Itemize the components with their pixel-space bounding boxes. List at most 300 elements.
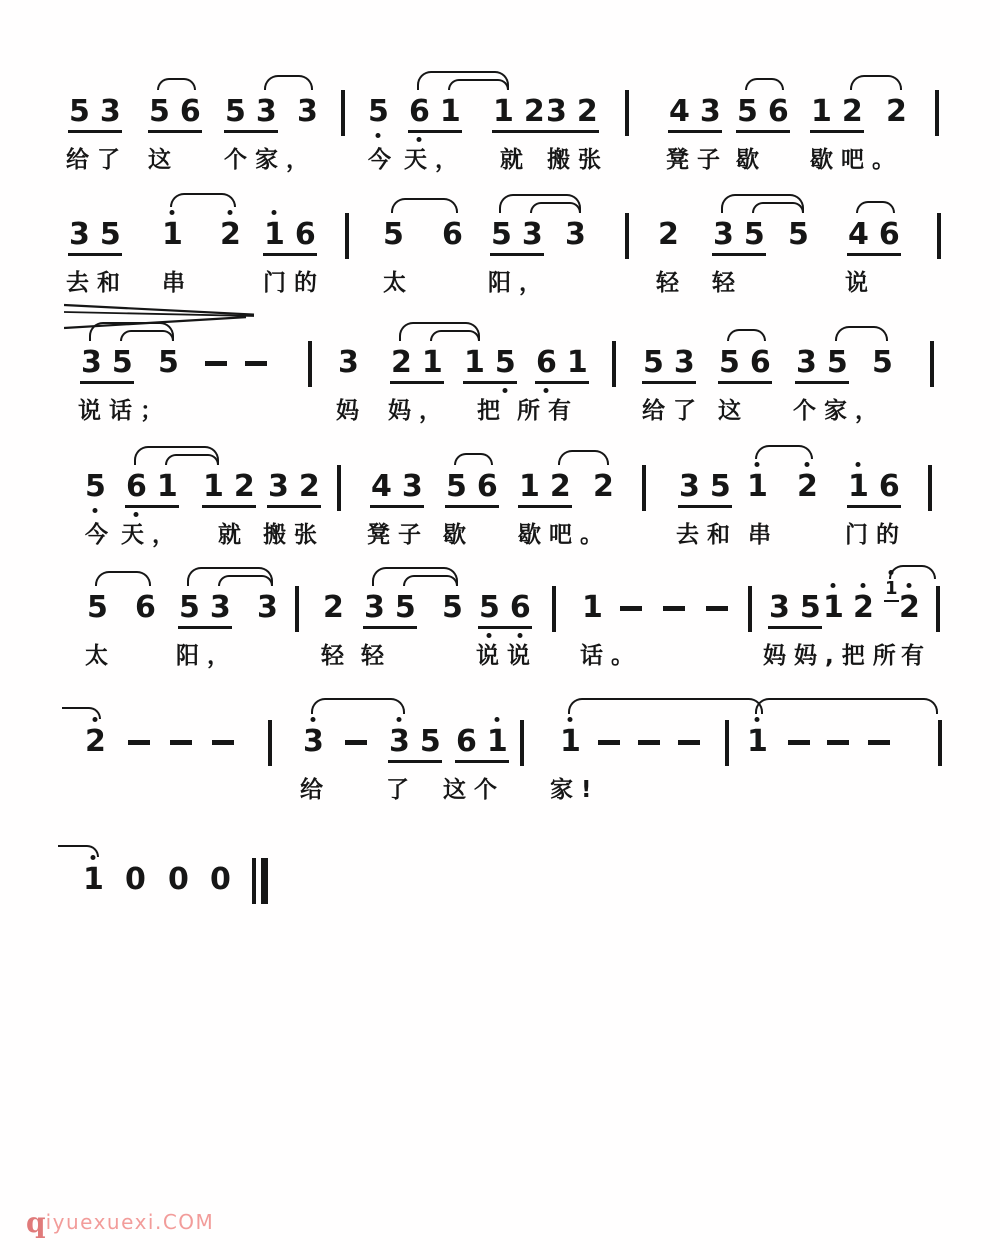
- note-digit: 5: [158, 345, 179, 380]
- note-digit: 1: [203, 469, 224, 504]
- note-group: [847, 217, 901, 256]
- octave-dot: [831, 583, 836, 588]
- note-digit: 5: [69, 94, 90, 129]
- note: [582, 590, 603, 625]
- note-digit: 6: [409, 97, 430, 127]
- lyric-syllable: 个家，: [224, 147, 317, 173]
- note-digit: 5: [383, 217, 404, 252]
- note-digit: 2: [220, 220, 241, 250]
- note-digit: 4: [669, 94, 690, 129]
- note-group: [125, 469, 179, 508]
- note-digit: 3: [303, 727, 324, 757]
- watermark: [26, 1206, 214, 1239]
- note: [899, 590, 920, 625]
- note-digit: 1: [519, 469, 540, 504]
- note-digit: 2: [523, 94, 545, 129]
- slur-arc: [95, 571, 151, 586]
- octave-dot: [755, 717, 760, 722]
- lyric-syllable: 给: [300, 777, 331, 803]
- note: [565, 217, 586, 252]
- note-group: [736, 94, 790, 133]
- note-digit: 3: [521, 217, 543, 252]
- note-group: [68, 94, 122, 133]
- note-digit: 6: [294, 217, 316, 252]
- note: [87, 590, 108, 625]
- note-digit: 2: [298, 469, 320, 504]
- octave-dot: [170, 210, 175, 215]
- note-digit: 3: [699, 94, 721, 129]
- lyric-syllable: 歇: [443, 522, 474, 548]
- slur-arc: [448, 79, 509, 90]
- note-digit: 6: [126, 472, 147, 502]
- note-digit: 3: [268, 469, 289, 504]
- note-group: [363, 590, 417, 629]
- note-group: [718, 345, 772, 384]
- slur-arc: [568, 698, 763, 714]
- note-digit: 6: [749, 345, 771, 380]
- note-digit: 1: [264, 220, 285, 250]
- slur-arc: [264, 75, 313, 90]
- note: [872, 345, 893, 380]
- note-digit: 5: [788, 217, 809, 252]
- lyric-syllable: 今: [85, 522, 116, 548]
- note-digit: 2: [549, 469, 571, 504]
- octave-dot: [805, 462, 810, 467]
- grace-note: [884, 580, 899, 602]
- note-digit: 3: [679, 469, 700, 504]
- note: [303, 724, 324, 759]
- lyric-syllable: 说话；: [78, 398, 171, 424]
- lyric-syllable: 天，: [121, 522, 183, 548]
- note-group: [668, 94, 722, 133]
- final-barline-thick: [261, 858, 268, 904]
- octave-dot: [907, 583, 912, 588]
- note-digit: 0: [168, 862, 189, 897]
- barline: [552, 586, 556, 632]
- slur-arc: [170, 193, 236, 207]
- lyric-syllable: 歇吧。: [518, 522, 611, 548]
- lyric-syllable: 门的: [263, 270, 325, 296]
- note-digit: 5: [394, 590, 416, 625]
- note-digit: 6: [476, 469, 498, 504]
- lyric-syllable: 妈妈,把所: [763, 643, 904, 669]
- note-group: [847, 469, 901, 508]
- lyric-syllable: 家!: [550, 777, 600, 803]
- lyric-syllable: 今: [368, 147, 399, 173]
- lyric-syllable: 串: [162, 270, 193, 296]
- duration-dash: [788, 740, 810, 745]
- lyric-syllable: 有: [901, 643, 932, 669]
- note-digit: 3: [255, 94, 277, 129]
- note-digit: 4: [848, 217, 869, 252]
- note-digit: 1: [439, 94, 461, 129]
- note-digit: 1: [162, 220, 183, 250]
- note-group: [678, 469, 732, 508]
- note-group: [68, 217, 122, 256]
- slur-arc: [755, 445, 813, 459]
- duration-dash: [868, 740, 890, 745]
- octave-dot: [311, 717, 316, 722]
- note: [257, 590, 278, 625]
- note-digit: 2: [323, 590, 344, 625]
- note-digit: 1: [747, 472, 768, 502]
- lyric-syllable: 所有: [517, 398, 579, 424]
- slur-arc: [391, 198, 458, 213]
- slur-arc: [157, 78, 196, 90]
- note-group: [388, 724, 442, 763]
- barline: [295, 586, 299, 632]
- tie-out-arc: [755, 698, 938, 714]
- duration-dash: [620, 606, 642, 611]
- note-digit: 3: [209, 590, 231, 625]
- note-digit: 3: [99, 94, 121, 129]
- note: [560, 724, 581, 759]
- note: [747, 469, 768, 504]
- lyric-syllable: 个家，: [793, 398, 886, 424]
- lyric-syllable: 这: [148, 147, 179, 173]
- lyric-syllable: 说说: [476, 643, 538, 669]
- lyric-syllable: 阳，: [488, 270, 550, 296]
- lyric-syllable: 阳，: [176, 643, 238, 669]
- note-digit: 3: [69, 217, 90, 252]
- note-group: [463, 345, 517, 384]
- note-digit: 3: [364, 590, 385, 625]
- note: [442, 590, 463, 625]
- note-group: [148, 94, 202, 133]
- barline: [930, 341, 934, 387]
- barline: [625, 90, 629, 136]
- note: [85, 724, 106, 759]
- note-group: [712, 217, 766, 256]
- note: [442, 217, 463, 252]
- lyric-syllable: 歇: [736, 147, 767, 173]
- slur-arc: [218, 575, 273, 586]
- note-digit: 6: [179, 94, 201, 129]
- lyric-syllable: 太: [85, 643, 116, 669]
- lyric-syllable: 说: [845, 270, 876, 296]
- note: [788, 217, 809, 252]
- note-digit: 5: [368, 97, 389, 127]
- octave-dot: [272, 210, 277, 215]
- note: [593, 469, 614, 504]
- duration-dash: [638, 740, 660, 745]
- duration-dash: [170, 740, 192, 745]
- note: [797, 469, 818, 504]
- note-group: [267, 469, 321, 508]
- barline: [936, 586, 940, 632]
- note-digit: 6: [878, 217, 900, 252]
- duration-dash: [205, 361, 227, 366]
- lyric-syllable: 去和: [676, 522, 738, 548]
- note-group: [370, 469, 424, 508]
- lyric-syllable: 凳子: [666, 147, 728, 173]
- note-digit: 6: [767, 94, 789, 129]
- note: [158, 345, 179, 380]
- duration-dash: [598, 740, 620, 745]
- slur-arc: [850, 75, 902, 90]
- note-group: [545, 94, 599, 133]
- note-group: [795, 345, 849, 384]
- lyric-syllable: 妈: [336, 398, 367, 424]
- note-digit: 5: [479, 593, 500, 623]
- note-digit: 5: [719, 345, 740, 380]
- note-group: [768, 590, 822, 629]
- note-digit: 2: [841, 94, 863, 129]
- note-digit: 1: [885, 580, 898, 598]
- note-digit: 5: [99, 217, 121, 252]
- note: [83, 862, 104, 897]
- note-digit: 3: [673, 345, 695, 380]
- duration-dash: [245, 361, 267, 366]
- note-digit: 5: [225, 94, 246, 129]
- note-group: [810, 94, 864, 133]
- lyric-syllable: 太: [383, 270, 414, 296]
- octave-dot: [861, 583, 866, 588]
- note: [162, 217, 183, 252]
- note-digit: 3: [565, 217, 586, 252]
- duration-dash: [663, 606, 685, 611]
- note-group: [80, 345, 134, 384]
- note-digit: 1: [566, 345, 588, 380]
- lyric-syllable: 轻: [321, 643, 352, 669]
- note-digit: 6: [135, 590, 156, 625]
- barline: [337, 465, 341, 511]
- note-digit: 5: [872, 345, 893, 380]
- duration-dash: [706, 606, 728, 611]
- note-digit: 1: [848, 472, 869, 502]
- final-barline-thin: [252, 858, 256, 904]
- barline: [612, 341, 616, 387]
- note-digit: 1: [582, 590, 603, 625]
- slur-arc: [530, 202, 581, 213]
- note-digit: 5: [149, 94, 170, 129]
- slur-arc: [745, 78, 784, 90]
- lyric-syllable: 天，: [404, 147, 466, 173]
- note-digit: 3: [546, 94, 567, 129]
- note-digit: 3: [401, 469, 423, 504]
- lyric-syllable: 给了: [66, 147, 128, 173]
- note-digit: 1: [811, 94, 832, 129]
- barline: [520, 720, 524, 766]
- note-digit: 6: [442, 217, 463, 252]
- note-digit: 3: [257, 590, 278, 625]
- lyric-syllable: 搬张: [547, 147, 609, 173]
- note-digit: 1: [747, 727, 768, 757]
- note: [297, 94, 318, 129]
- barline: [935, 90, 939, 136]
- lyric-syllable: 就: [218, 522, 249, 548]
- barline: [341, 90, 345, 136]
- note-digit: 5: [446, 469, 467, 504]
- note-digit: 2: [233, 469, 255, 504]
- note-digit: 5: [179, 590, 200, 625]
- octave-dot: [93, 508, 98, 513]
- note: [210, 862, 231, 897]
- note-digit: 3: [796, 345, 817, 380]
- slur-arc: [454, 453, 493, 465]
- slur-arc: [311, 698, 405, 714]
- note-digit: 3: [338, 345, 359, 380]
- note-digit: 2: [797, 472, 818, 502]
- note-digit: 1: [421, 345, 443, 380]
- lyric-syllable: 门的: [845, 522, 907, 548]
- lyric-syllable: 轻: [361, 643, 392, 669]
- note-digit: 0: [125, 862, 146, 897]
- note-group: [478, 590, 532, 629]
- note-group: [408, 94, 462, 133]
- note-digit: 4: [371, 469, 392, 504]
- note-digit: 6: [456, 724, 477, 759]
- note-group: [642, 345, 696, 384]
- lyric-syllable: 凳子: [367, 522, 429, 548]
- note-digit: 2: [899, 593, 920, 623]
- tie-out-arc: [889, 565, 936, 579]
- slur-arc: [752, 202, 804, 213]
- note-digit: 5: [743, 217, 765, 252]
- note: [368, 94, 389, 129]
- duration-dash: [678, 740, 700, 745]
- note-digit: 5: [442, 590, 463, 625]
- note-group: [455, 724, 509, 763]
- note-group: [390, 345, 444, 384]
- note: [747, 724, 768, 759]
- lyric-syllable: 轻: [656, 270, 687, 296]
- lyric-syllable: 给了: [642, 398, 704, 424]
- note-group: [202, 469, 256, 508]
- tie-in-arc: [58, 845, 99, 857]
- note-group: [445, 469, 499, 508]
- duration-dash: [128, 740, 150, 745]
- note-digit: 5: [643, 345, 664, 380]
- note-digit: 2: [886, 94, 907, 129]
- note-digit: 5: [85, 472, 106, 502]
- note-digit: 6: [878, 469, 900, 504]
- note: [85, 469, 106, 504]
- note-group: [492, 94, 546, 133]
- note-digit: 2: [391, 345, 412, 380]
- slur-arc: [403, 575, 458, 586]
- lyric-syllable: 妈，: [388, 398, 450, 424]
- barline: [748, 586, 752, 632]
- barline: [938, 720, 942, 766]
- note: [135, 590, 156, 625]
- lyric-syllable: 话。: [580, 643, 642, 669]
- note: [886, 94, 907, 129]
- note-digit: 5: [709, 469, 731, 504]
- final-barline: [252, 858, 268, 904]
- barline: [937, 213, 941, 259]
- note: [125, 862, 146, 897]
- octave-dot: [376, 133, 381, 138]
- lyric-syllable: 这个: [443, 777, 505, 803]
- octave-dot: [495, 717, 500, 722]
- lyric-syllable: 就: [500, 147, 531, 173]
- note-digit: 5: [419, 724, 441, 759]
- octave-dot: [397, 717, 402, 722]
- octave-dot: [228, 210, 233, 215]
- slur-arc: [835, 326, 888, 341]
- lyric-syllable: 了: [386, 777, 417, 803]
- barline: [928, 465, 932, 511]
- lyric-syllable: 去和: [66, 270, 128, 296]
- note-group: [178, 590, 232, 629]
- note-group: [490, 217, 544, 256]
- note: [168, 862, 189, 897]
- lyric-syllable: 搬张: [263, 522, 325, 548]
- lyric-syllable: 歇吧。: [810, 147, 903, 173]
- note-digit: 3: [769, 590, 790, 625]
- note: [383, 217, 404, 252]
- slur-arc: [856, 201, 895, 213]
- note-digit: 3: [713, 217, 734, 252]
- note-digit: 5: [799, 590, 821, 625]
- barline: [642, 465, 646, 511]
- barline: [345, 213, 349, 259]
- note: [338, 345, 359, 380]
- note-digit: 0: [210, 862, 231, 897]
- note-digit: 5: [737, 94, 758, 129]
- note: [658, 217, 679, 252]
- note: [823, 590, 844, 625]
- lyric-syllable: 串: [748, 522, 779, 548]
- note: [323, 590, 344, 625]
- octave-dot: [755, 462, 760, 467]
- note-digit: 1: [823, 593, 844, 623]
- octave-dot: [568, 717, 573, 722]
- note-digit: 2: [85, 727, 106, 757]
- duration-dash: [827, 740, 849, 745]
- note-group: [535, 345, 589, 384]
- decrescendo-hairpin: [64, 302, 260, 335]
- note-digit: 5: [826, 345, 848, 380]
- slur-arc: [165, 454, 219, 465]
- barline: [308, 341, 312, 387]
- note-digit: 3: [389, 727, 410, 757]
- note-digit: 6: [510, 593, 531, 623]
- watermark-lead: q: [26, 1206, 46, 1239]
- note-digit: 2: [853, 593, 874, 623]
- note-digit: 3: [297, 94, 318, 129]
- lyric-syllable: 把: [477, 398, 508, 424]
- note-digit: 5: [495, 348, 516, 378]
- note-digit: 1: [560, 727, 581, 757]
- tie-in-arc: [62, 707, 101, 719]
- duration-dash: [345, 740, 367, 745]
- note-digit: 2: [658, 217, 679, 252]
- note-digit: 1: [487, 727, 508, 757]
- note-digit: 1: [493, 94, 514, 129]
- note-group: [224, 94, 278, 133]
- note-digit: 2: [576, 94, 598, 129]
- note-digit: 5: [111, 345, 133, 380]
- note-digit: 5: [491, 217, 512, 252]
- note-digit: 5: [87, 590, 108, 625]
- barline: [725, 720, 729, 766]
- note-digit: 1: [156, 469, 178, 504]
- barline: [625, 213, 629, 259]
- note: [220, 217, 241, 252]
- note-group: [518, 469, 572, 508]
- duration-dash: [212, 740, 234, 745]
- note: [853, 590, 874, 625]
- note-digit: 2: [593, 469, 614, 504]
- note-group: [263, 217, 317, 256]
- lyric-syllable: 这: [718, 398, 749, 424]
- octave-dot: [856, 462, 861, 467]
- note-digit: 6: [536, 348, 557, 378]
- note-digit: 1: [464, 345, 485, 380]
- slur-arc: [558, 450, 609, 465]
